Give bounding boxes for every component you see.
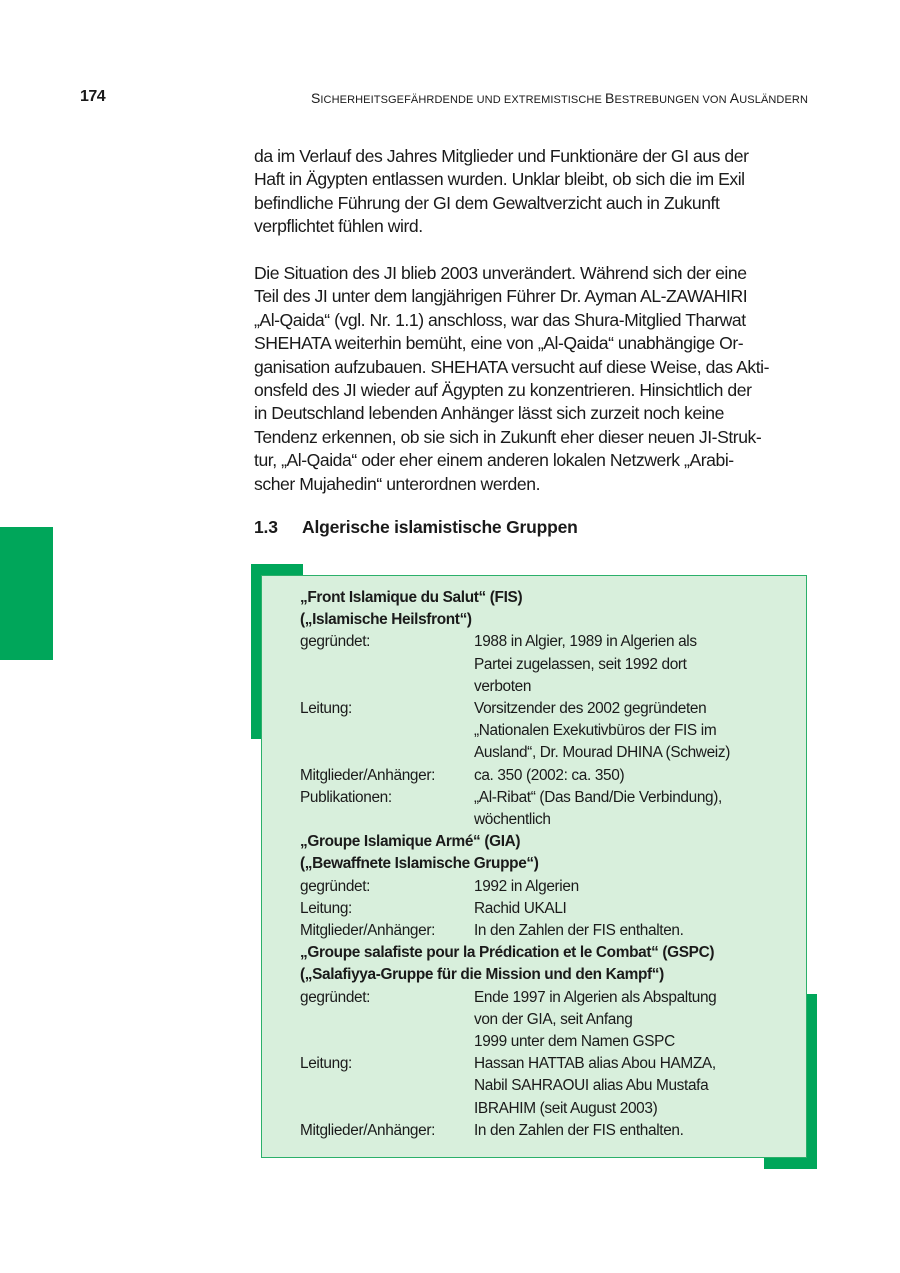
info-value — [474, 1120, 790, 1142]
info-label: Leitung: — [300, 700, 352, 718]
info-row — [300, 1120, 790, 1142]
text-line: Die Situation des JI blieb 2003 unverändert. Während sich der eine — [254, 263, 747, 284]
info-value-line: Hassan HATTAB alias Abou HAMZA, — [474, 1055, 716, 1073]
body-text — [254, 145, 814, 519]
text-line: Teil des JI unter dem langjährigen Führer Dr. Ayman AL-ZAWAHIRI — [254, 286, 748, 307]
info-value-line: Rachid UKALI — [474, 899, 567, 917]
info-value-line: wöchentlich — [474, 811, 551, 829]
paragraph — [254, 262, 814, 496]
info-row — [300, 987, 790, 1054]
info-label: Leitung: — [300, 899, 352, 917]
info-row — [300, 631, 790, 698]
info-value-line: „Al-Ribat“ (Das Band/Die Verbindung), — [474, 788, 722, 806]
info-value — [474, 698, 790, 765]
info-label: Leitung: — [300, 1055, 352, 1073]
info-value-line: Ausland“, Dr. Mourad DHINA (Schweiz) — [474, 744, 730, 762]
organization-name: („Islamische Heilsfront“) — [300, 611, 472, 629]
info-label: gegründet: — [300, 633, 371, 651]
info-value — [474, 631, 790, 698]
info-label: Publikationen: — [300, 788, 392, 806]
paragraph — [254, 145, 814, 239]
info-row — [300, 920, 790, 942]
info-row — [300, 698, 790, 765]
text-line: ganisation aufzubauen. SHEHATA versucht auf diese Weise, das Akti- — [254, 356, 770, 377]
info-row — [300, 787, 790, 831]
text-line: da im Verlauf des Jahres Mitglieder und Funktionäre der GI aus der — [254, 146, 749, 166]
info-value-line: 1999 unter dem Namen GSPC — [474, 1033, 675, 1051]
section-number: 1.3 — [254, 517, 278, 537]
info-value-line: ca. 350 (2002: ca. 350) — [474, 766, 625, 784]
info-value — [474, 898, 790, 920]
text-line: verpflichtet fühlen wird. — [254, 216, 423, 237]
info-label: Mitglieder/Anhänger: — [300, 766, 436, 784]
info-label: gegründet: — [300, 988, 371, 1006]
section-heading — [254, 517, 578, 538]
info-value-line: Partei zugelassen, seit 1992 dort — [474, 655, 687, 673]
text-line: in Deutschland lebenden Anhänger lässt sich zurzeit noch keine — [254, 403, 724, 424]
info-row — [300, 765, 790, 787]
text-line: Haft in Ägypten entlassen wurden. Unklar bleibt, ob sich die im Exil — [254, 169, 745, 190]
info-row — [300, 876, 790, 898]
organization-name: „Groupe salafiste pour la Prédication et le Combat“ (GSPC) — [300, 944, 715, 962]
info-box-content — [300, 587, 790, 1142]
info-row — [300, 1053, 790, 1120]
info-value-line: In den Zahlen der FIS enthalten. — [474, 922, 684, 940]
info-value-line: Vorsitzender des 2002 gegründeten — [474, 700, 707, 718]
organization-block — [300, 942, 790, 1142]
organization-block — [300, 831, 790, 942]
text-line: tur, „Al-Qaida“ oder eher einem anderen lokalen Netzwerk „Arabi- — [254, 450, 734, 471]
info-label: Mitglieder/Anhänger: — [300, 922, 436, 940]
text-line: „Al-Qaida“ (vgl. Nr. 1.1) anschloss, war das Shura-Mitglied Tharwat — [254, 309, 746, 330]
info-label: Mitglieder/Anhänger: — [300, 1121, 436, 1139]
text-line: Tendenz erkennen, ob sie sich in Zukunft eher dieser neuen JI-Struk- — [254, 426, 762, 447]
info-label: gegründet: — [300, 877, 371, 895]
page-number: 174 — [80, 88, 106, 105]
organization-block — [300, 587, 790, 831]
text-line: scher Mujahedin“ unterordnen werden. — [254, 473, 541, 494]
info-value-line: IBRAHIM (seit August 2003) — [474, 1099, 658, 1117]
text-line: SHEHATA weiterhin bemüht, eine von „Al-Qaida“ unabhängige Or- — [254, 333, 744, 354]
text-line: onsfeld des JI wieder auf Ägypten zu konzentrieren. Hinsichtlich der — [254, 380, 752, 401]
side-tab-marker — [0, 527, 53, 660]
info-value-line: 1992 in Algerien — [474, 877, 579, 895]
organization-name: („Bewaffnete Islamische Gruppe“) — [300, 855, 539, 873]
info-value — [474, 987, 790, 1054]
info-value — [474, 787, 790, 831]
info-value-line: Ende 1997 in Algerien als Abspaltung — [474, 988, 717, 1006]
running-head: SICHERHEITSGEFÄHRDENDE UND EXTREMISTISCHE BESTREBUNGEN VON AUSLÄNDERN — [310, 90, 808, 106]
info-value — [474, 765, 790, 787]
organization-name: „Front Islamique du Salut“ (FIS) — [300, 589, 523, 606]
info-value — [474, 876, 790, 898]
info-value-line: 1988 in Algier, 1989 in Algerien als — [474, 633, 697, 651]
info-value-line: In den Zahlen der FIS enthalten. — [474, 1121, 684, 1139]
organization-name: („Salafiyya-Gruppe für die Mission und den Kampf“) — [300, 966, 664, 984]
text-line: befindliche Führung der GI dem Gewaltverzicht auch in Zukunft — [254, 192, 720, 213]
info-value — [474, 1053, 790, 1120]
section-title: Algerische islamistische Gruppen — [302, 517, 578, 537]
info-value — [474, 920, 790, 942]
info-value-line: von der GIA, seit Anfang — [474, 1010, 633, 1028]
info-value-line: Nabil SAHRAOUI alias Abu Mustafa — [474, 1077, 709, 1095]
info-value-line: „Nationalen Exekutivbüros der FIS im — [474, 722, 717, 740]
info-value-line: verboten — [474, 677, 532, 695]
organization-name: „Groupe Islamique Armé“ (GIA) — [300, 833, 521, 851]
info-row — [300, 898, 790, 920]
